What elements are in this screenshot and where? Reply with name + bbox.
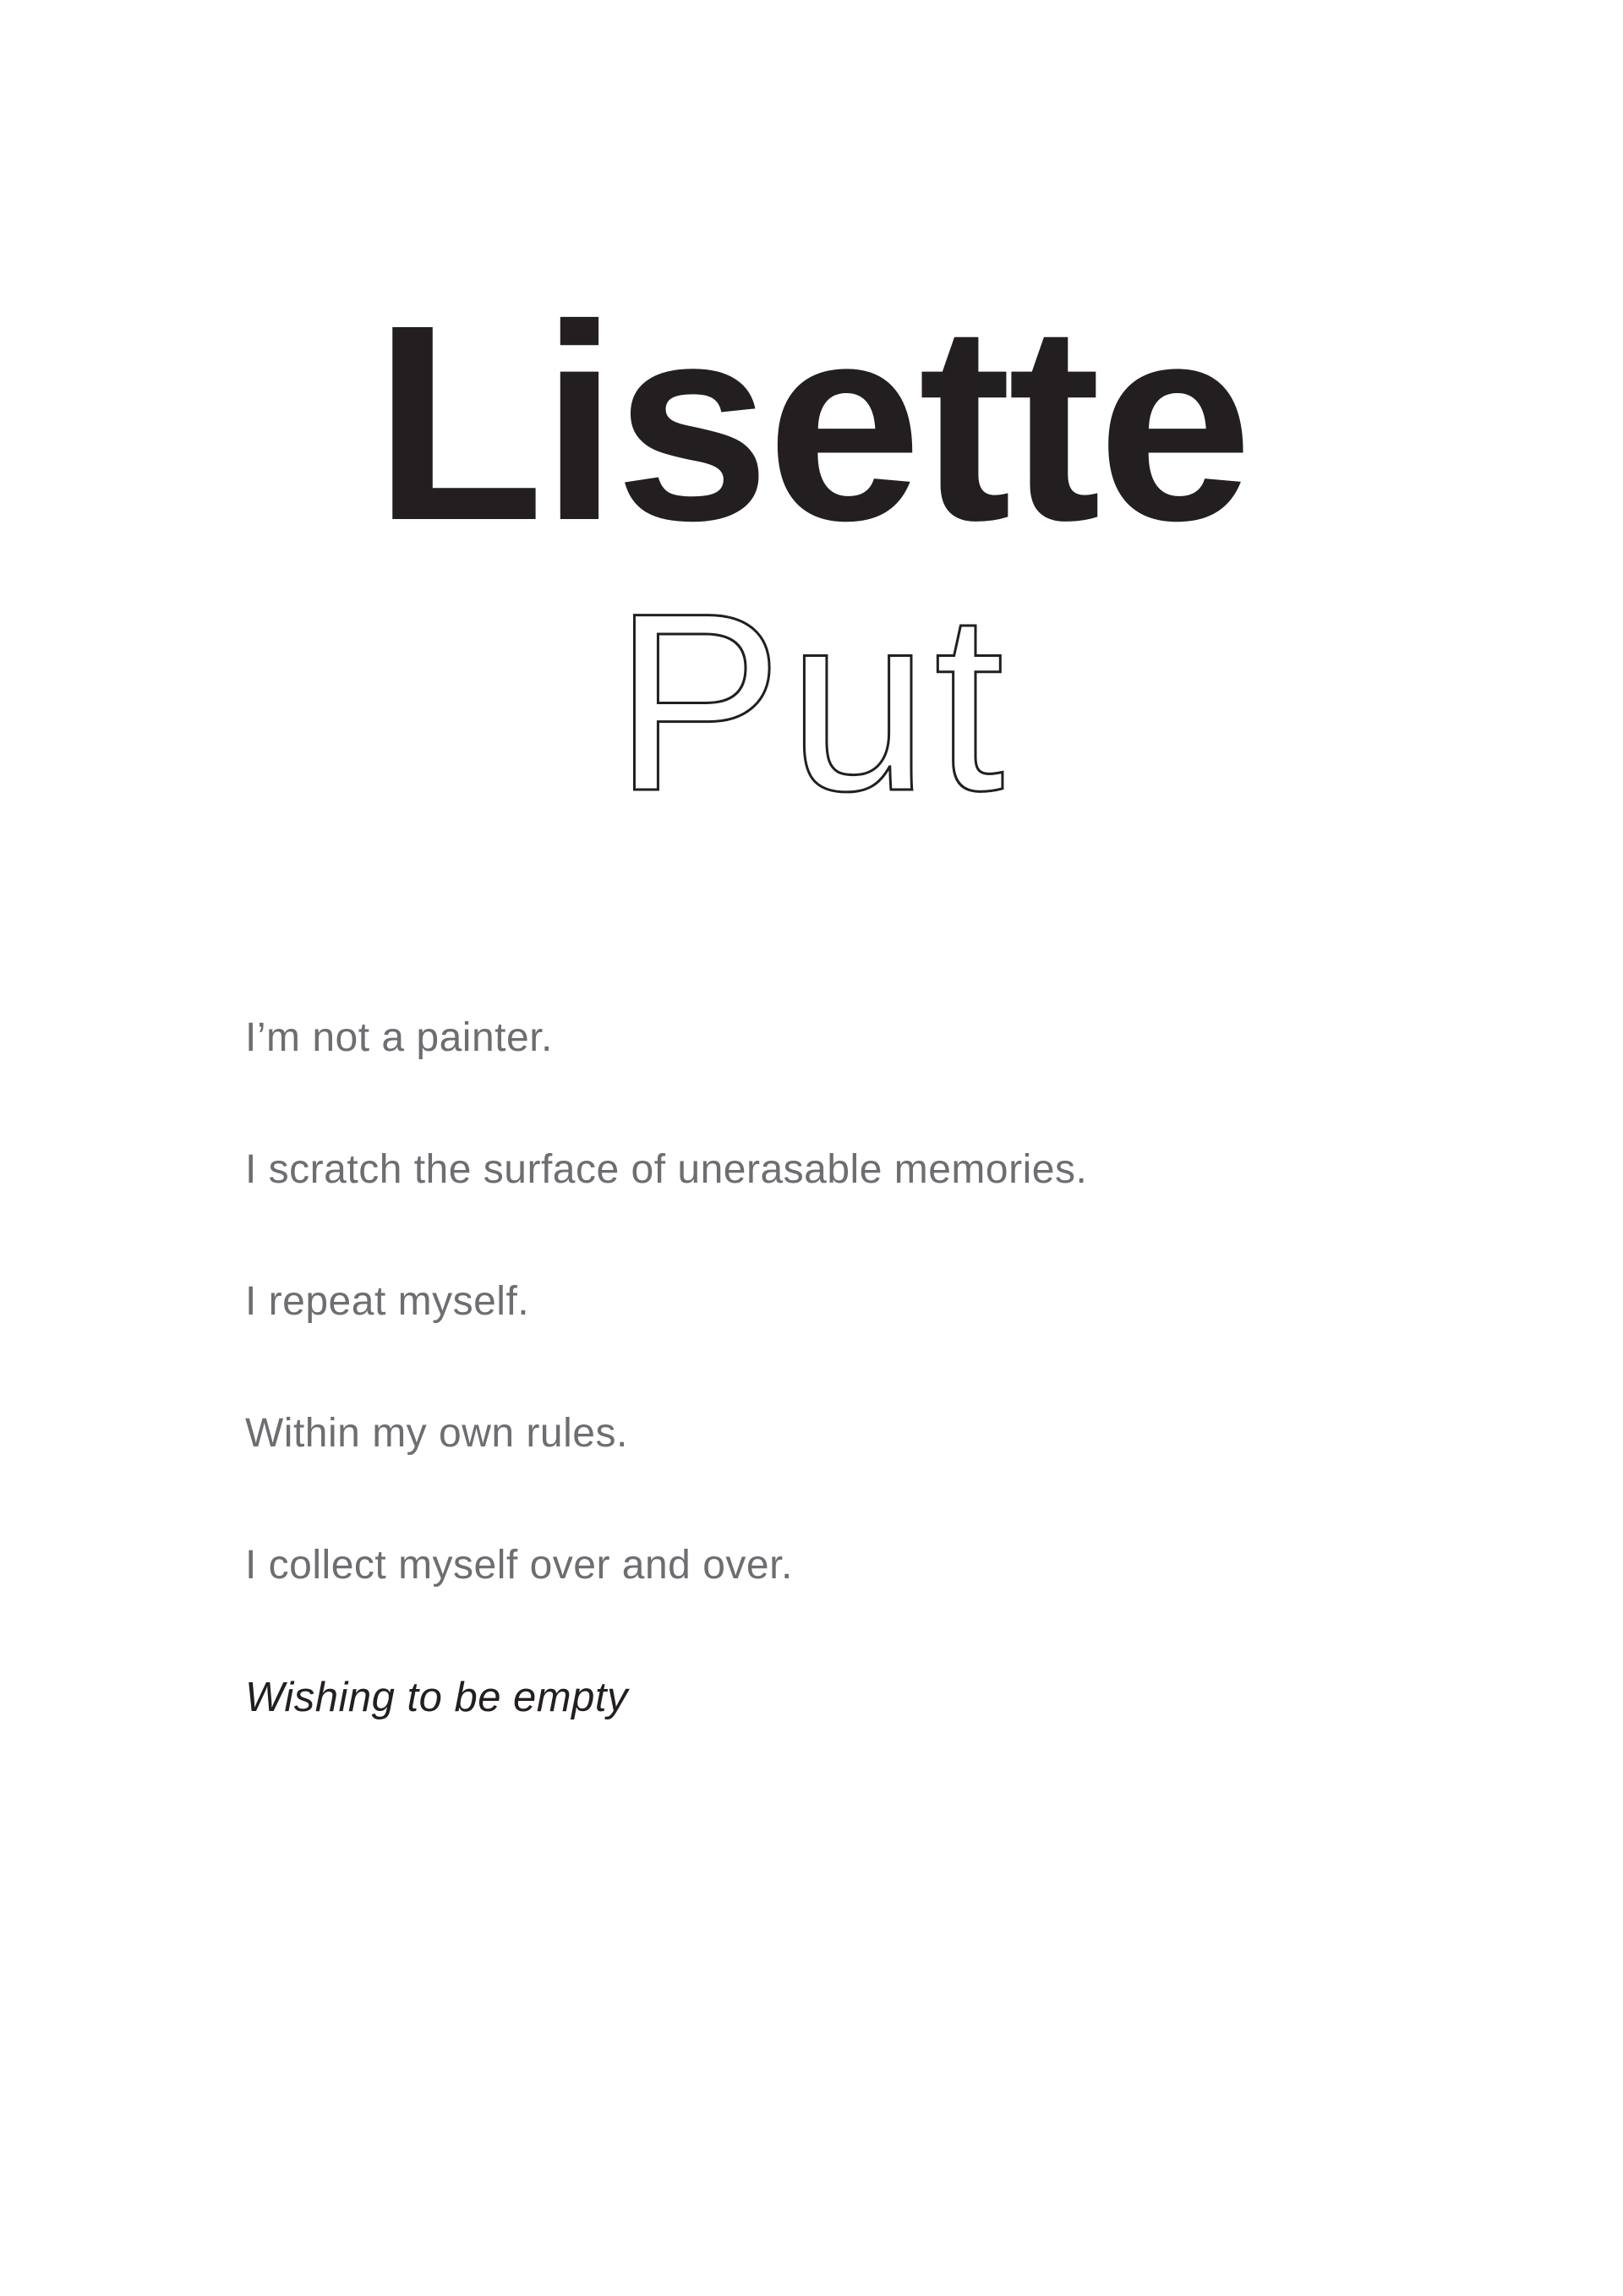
statement-line: I repeat myself. [245,1279,530,1324]
statement-line: I collect myself over and over. [245,1543,793,1588]
statement-line: Within my own rules. [245,1411,628,1456]
artist-last-name: Put [613,560,1010,844]
statement-line: I’m not a painter. [245,1015,553,1060]
statement-closing-line: Wishing to be empty [245,1675,628,1720]
statement-line: I scratch the surface of unerasable memories. [245,1147,1088,1192]
artist-first-name: Lisette [374,266,1249,578]
artist-statement [245,1011,1429,1802]
